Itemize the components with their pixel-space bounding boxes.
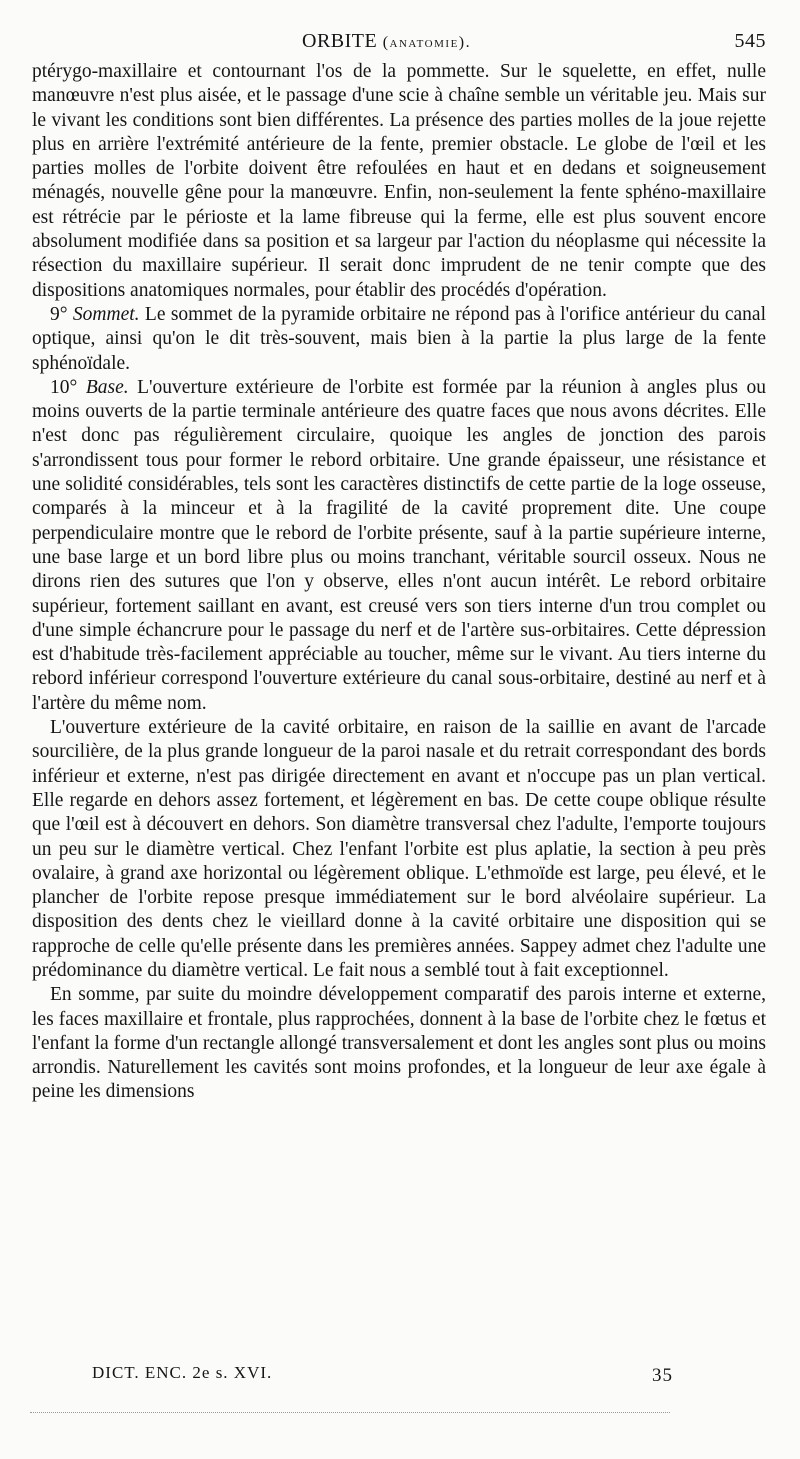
page-footer [92,1363,680,1389]
running-head-title [302,30,471,53]
header-subtitle: (anatomie). [382,34,472,51]
section-number: 9° [50,303,68,325]
body-text [32,60,766,1105]
paragraph-text: L'ouverture extérieure de l'orbite est formée par la réunion à angles plus ou moins ouverts de la partie terminale antérieure des quatre faces que nous avons décrites. Elle n'est donc pas régulièrement circulaire, quoique les angles de jonction des parois s'arrondissent tous pour former le rebord orbitaire. Une grande épaisseur, une résistance et une solidité considérables, tels sont les caractères distinctifs de cette partie de la loge osseuse, comparés à la minceur et à la fragilité de la cavité proprement dite. Une coupe perpendiculaire montre que le rebord de l'orbite présente, sauf à la partie supérieure interne, une base large et un bord libre plus ou moins tranchant, véritable sourcil osseux. Nous ne dirons rien des sutures que l'on y observe, elles n'ont aucun intérêt. Le rebord orbitaire supérieur, fortement saillant en avant, est creusé vers son tiers interne d'un trou complet ou d'une simple échancrure pour le passage du nerf et de l'artère sus-orbitaires. Cette dépression est d'habitude très-facilement appréciable au toucher, même sur le vivant. Au tiers interne du rebord inférieur correspond l'ouverture extérieure du canal sous-orbitaire, destiné au nerf et à l'artère du même nom. [32,376,767,714]
section-number: 10° [50,376,78,398]
running-head [32,30,766,60]
section-title: Sommet. [72,303,140,325]
paragraph-continued [32,60,766,303]
paragraph-section-9 [32,303,766,376]
paragraph-text: ptérygo-maxillaire et contournant l'os de la pommette. Sur le squelette, en effet, nulle manœuvre n'est plus aisée, et le passage d'une scie à chaîne semble un véritable jeu. Mais sur le vivant les conditions sont bien différentes. La présence des parties molles de la joue rejette plus en arrière l'extrémité antérieure de la fente, premier obstacle. Le globe de l'œil et les parties molles de l'orbite doivent être refoulées en haut et en dedans et soigneusement ménagés, nouvelle gêne pour la manœuvre. Enfin, non-seulement la fente sphéno-maxillaire est rétrécie par le périoste et la lame fibreuse qui la ferme, elle est plus souvent encore absolument modifiée dans sa position et sa largeur par l'action du néoplasme qui nécessite la résection du maxillaire supérieur. Il serait donc imprudent de ne tenir compte que des dispositions anatomiques normales, pour établir des procédés d'opération. [32,61,766,301]
paragraph [32,716,766,983]
paragraph-text: En somme, par suite du moindre développement comparatif des parois interne et externe, les faces maxillaire et frontale, plus rapprochées, donnent à la base de l'orbite chez le fœtus et l'enfant la forme d'un rectangle allongé transversalement et dont les angles sont plus ou moins arrondis. Naturellement les cavités sont moins profondes, et la longueur de leur axe égale à peine les dimensions [32,984,766,1103]
paragraph-text: Le sommet de la pyramide orbitaire ne répond pas à l'orifice antérieur du canal optique, ainsi qu'on le dit très-souvent, mais bien à la partie la plus large de la fente sphénoïdale. [32,303,766,374]
paragraph-section-10 [32,376,766,716]
sheet-number: 35 [652,1365,673,1386]
section-title: Base. [85,376,129,398]
paragraph-text: L'ouverture extérieure de la cavité orbitaire, en raison de la saillie en avant de l'arcade sourcilière, de la plus grande longueur de la paroi nasale et du retrait correspondant des bords inférieur et externe, n'est pas dirigée directement en avant et n'occupe pas un plan vertical. Elle regarde en dehors assez fortement, et légèrement en bas. De cette coupe oblique résulte que l'œil est à découvert en dehors. Son diamètre transversal chez l'adulte, l'emporte toujours un peu sur le diamètre vertical. Chez l'enfant l'orbite est plus aplatie, la section à peu près ovalaire, à grand axe horizontal ou légèrement oblique. L'ethmoïde est large, peu élevé, et le plancher de l'orbite repose presque immédiatement sur le bord alvéolaire supérieur. La disposition des dents chez le vieillard donne à la cavité orbitaire une disposition qui se rapproche de celle qu'elle présente dans les premières années. Sappey admet chez l'adulte une prédominance du diamètre vertical. Le fait nous a semblé tout à fait exceptionnel. [32,717,766,981]
paragraph [32,983,766,1104]
dotted-rule [30,1412,670,1415]
printer-signature: DICT. ENC. 2e s. XVI. [92,1363,273,1382]
header-title: ORBITE [302,30,378,52]
page-number: 545 [734,30,766,52]
